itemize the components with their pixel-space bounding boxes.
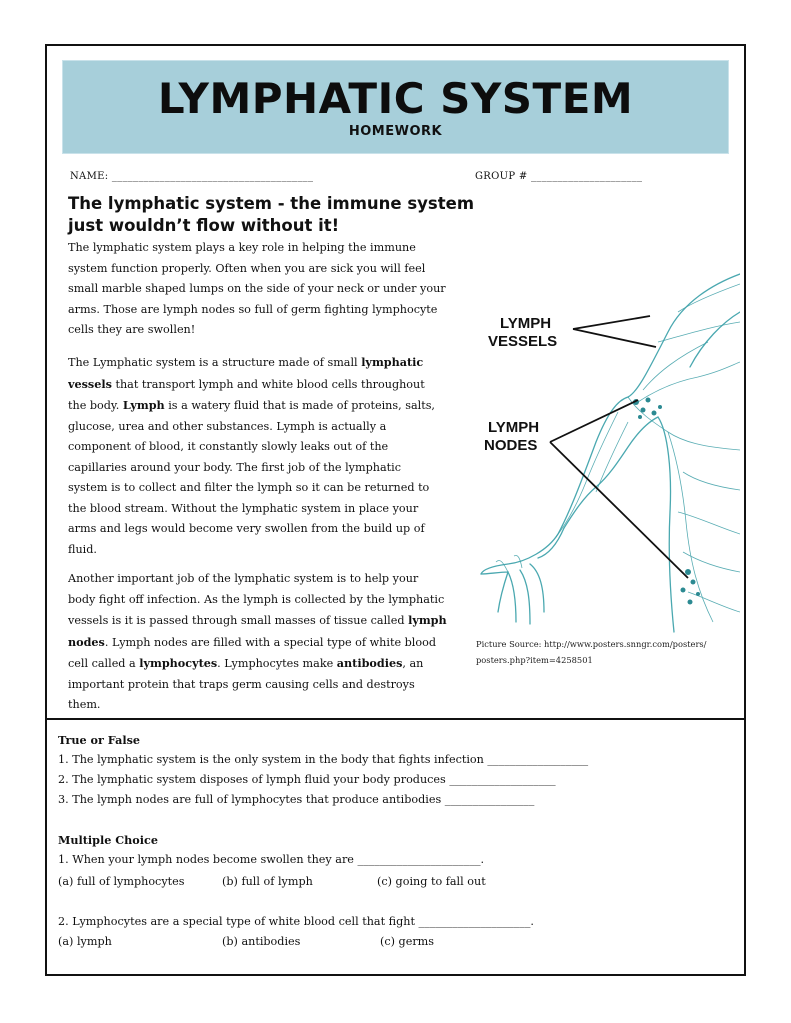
text-line	[68, 632, 470, 654]
mc1-option-b[interactable]: (b) full of lymph	[222, 875, 313, 888]
text-line: arms. Those are lymph nodes so full of germ fighting lymphocyte	[68, 302, 438, 316]
page-subtitle: HOMEWORK	[348, 124, 443, 139]
text-line: capillaries around your body. The first job of the lymphatic	[68, 460, 401, 474]
text-line: them.	[68, 698, 101, 711]
picture-caption	[476, 636, 706, 668]
name-field[interactable]: NAME: ______________________________________	[70, 171, 314, 182]
mc-question-1[interactable]: 1. When your lymph nodes become swollen they are ______________________.	[58, 853, 485, 866]
caption-line: Picture Source: http://www.posters.snngr.com/posters/	[476, 639, 707, 649]
mc1-option-a[interactable]: (a) full of lymphocytes	[58, 875, 185, 888]
bold-term: lymphocytes	[139, 656, 218, 670]
text-line: component of blood, it constantly slowly leaks out of the	[68, 440, 389, 453]
text-line: important protein that traps germ causing cells and destroys	[68, 677, 415, 691]
text-line: body fight off infection. As the lymph is collected by the lymphatic	[68, 592, 445, 606]
text-line	[68, 653, 470, 675]
figure-labels	[484, 315, 557, 454]
bold-term: lymph	[408, 613, 447, 627]
paragraph-2	[68, 352, 470, 560]
bold-term: lymphatic	[361, 355, 424, 369]
mc2-option-a[interactable]: (a) lymph	[58, 935, 112, 948]
true-false-heading: True or False	[58, 733, 141, 747]
mc-question-2[interactable]: 2. Lymphocytes are a special type of white blood cell that fight ____________________.	[58, 915, 534, 928]
text-line	[68, 395, 470, 417]
bold-term: antibodies	[336, 656, 403, 670]
mc1-option-c[interactable]: (c) going to fall out	[377, 875, 486, 888]
group-field[interactable]: GROUP # _____________________	[475, 171, 643, 182]
mc2-option-b[interactable]: (b) antibodies	[222, 935, 301, 948]
text-line: glucose, urea and other substances. Lymph is actually a	[68, 419, 387, 433]
text-line: system function properly. Often when you are sick you will feel	[68, 261, 426, 275]
paragraph-3	[68, 569, 470, 716]
text-span: The Lymphatic system is a structure made of small	[68, 356, 362, 369]
text-line: system is to collect and filter the lymph so it can be returned to	[68, 481, 430, 494]
label-lymph-vessels-1: LYMPH	[500, 315, 552, 332]
text-span: . Lymph nodes are filled with a special type of white blood	[104, 635, 437, 649]
text-span: , an	[402, 657, 424, 670]
text-line: The lymphatic system plays a key role in helping the immune	[68, 241, 416, 254]
label-lymph-nodes-2: NODES	[484, 437, 538, 454]
heading-line: just wouldn’t flow without it!	[68, 216, 340, 235]
caption-line: posters.php?item=4258501	[476, 655, 593, 665]
text-span: that transport lymph and white blood cells throughout	[111, 377, 425, 391]
text-line	[68, 374, 470, 396]
text-span: the body.	[68, 399, 123, 412]
text-line: arms and legs would become very swollen from the build up of	[68, 522, 425, 535]
bold-term: vessels	[68, 376, 112, 391]
page-title: LYMPHATIC SYSTEM	[157, 74, 634, 123]
text-span: vessels is it is passed through small masses of tissue called	[68, 614, 409, 627]
tf-question-1[interactable]: 1. The lymphatic system is the only system in the body that fights infection __________________	[58, 753, 589, 766]
text-span: is a watery fluid that is made of proteins, salts,	[164, 399, 435, 412]
heading-line: The lymphatic system - the immune system	[68, 194, 475, 213]
text-line: small marble shaped lumps on the side of your neck or under your	[68, 282, 446, 295]
tf-question-3[interactable]: 3. The lymph nodes are full of lymphocytes that produce antibodies ________________	[58, 793, 535, 806]
label-lymph-nodes-1: LYMPH	[488, 419, 540, 436]
label-lymph-vessels-2: VESSELS	[488, 333, 558, 350]
text-line	[68, 610, 470, 632]
reading-heading	[68, 193, 478, 237]
paragraph-1	[68, 238, 470, 341]
text-line: fluid.	[68, 542, 97, 556]
lymphatic-illustration	[478, 272, 740, 634]
text-line: the blood stream. Without the lymphatic system in place your	[68, 501, 419, 515]
bold-term: Lymph	[122, 398, 165, 412]
text-line: cells they are swollen!	[68, 323, 196, 336]
mc2-option-c[interactable]: (c) germs	[380, 935, 435, 948]
tf-question-2[interactable]: 2. The lymphatic system disposes of lymph fluid your body produces ___________________	[58, 773, 556, 786]
text-span: . Lymphocytes make	[217, 657, 337, 670]
multiple-choice-heading: Multiple Choice	[58, 833, 158, 847]
bold-term: nodes	[68, 634, 105, 649]
text-line	[68, 352, 470, 374]
text-span: cell called a	[68, 657, 140, 670]
text-line: Another important job of the lymphatic system is to help your	[68, 572, 419, 585]
